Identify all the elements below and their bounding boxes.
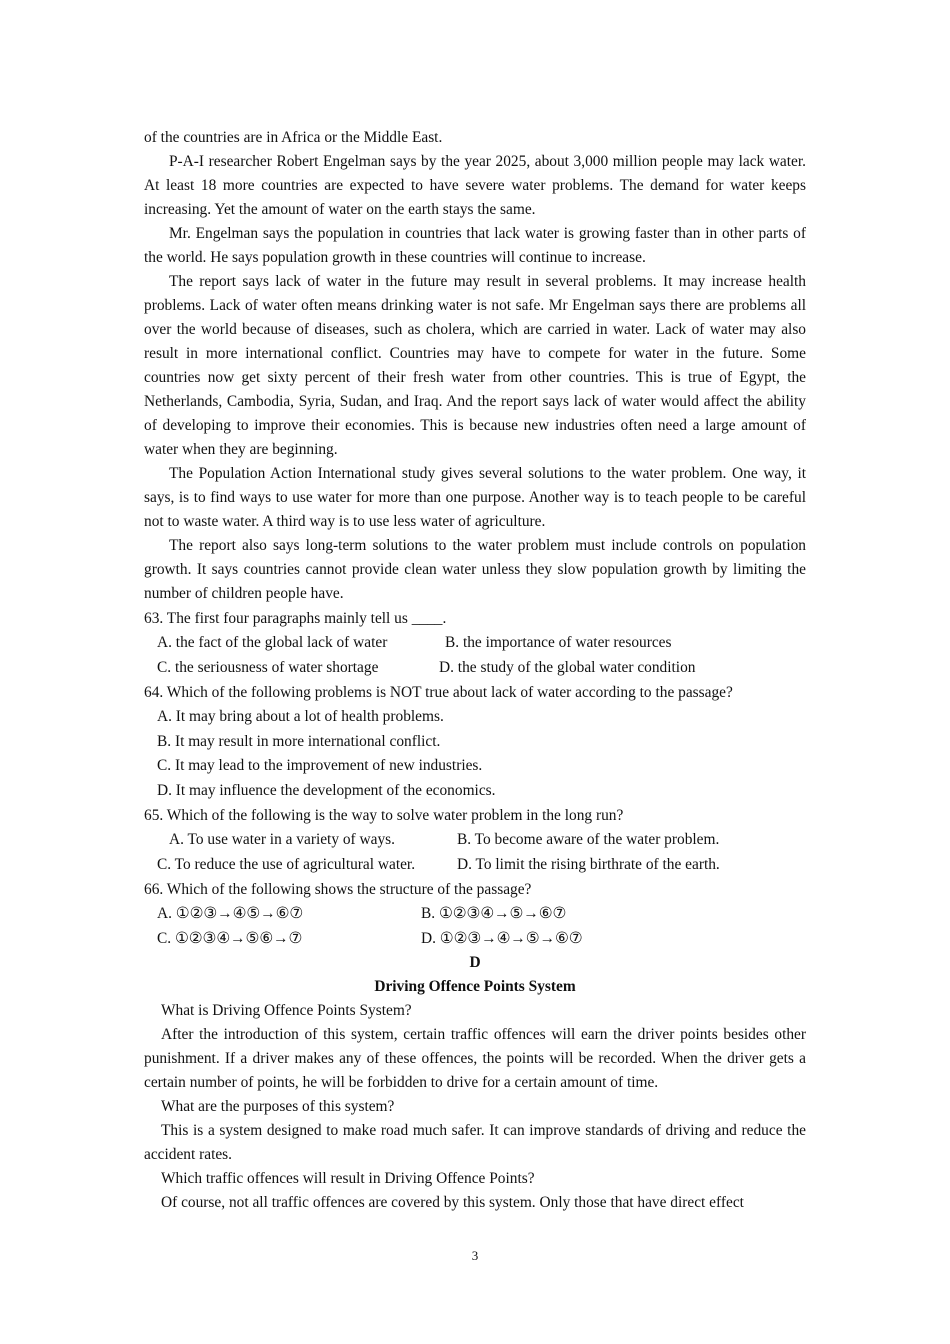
- document-page: [144, 126, 806, 1215]
- option-b: B. To become aware of the water problem.: [457, 831, 720, 848]
- option-c: C. the seriousness of water shortage: [157, 658, 379, 676]
- option-c: C. ①②③④→⑤⑥→⑦: [157, 929, 303, 947]
- passage-d-paragraph: This is a system designed to make road much safer. It can improve standards of driving and reduce the accident rates.: [144, 1122, 806, 1163]
- option-c: C. It may lead to the improvement of new industries.: [157, 757, 483, 774]
- option-b: B. It may result in more international conflict.: [157, 732, 441, 750]
- passage-c-paragraph: Mr. Engelman says the population in countries that lack water is growing faster than in other parts of the world. He says population growth in these countries will continue to increase.: [144, 225, 806, 266]
- option-a: A. To use water in a variety of ways.: [169, 831, 396, 848]
- option-d: D. the study of the global water condition: [439, 658, 696, 676]
- passage-d-paragraph: What are the purposes of this system?: [161, 1098, 395, 1115]
- option-b: B. the importance of water resources: [445, 634, 672, 651]
- passage-c-paragraph: of the countries are in Africa or the Middle East.: [144, 129, 443, 146]
- passage-c-paragraph: The report also says long-term solutions to the water problem must include controls on population growth. It says countries cannot provide clean water unless they slow population growth by limiting the number of children people have.: [144, 537, 806, 602]
- option-a: A. the fact of the global lack of water: [157, 634, 388, 651]
- passage-c-paragraph: The Population Action International study gives several solutions to the water problem. One way, it says, is to find ways to use water for more than one purpose. Another way is to teach people to be careful not to waste water. A third way is to use less water of agriculture.: [144, 465, 806, 530]
- question-64-stem: 64. Which of the following problems is NOT true about lack of water according to the passage?: [144, 684, 733, 701]
- page-number: 3: [471, 1248, 479, 1263]
- question-63-stem: 63. The first four paragraphs mainly tell us ____.: [144, 610, 447, 627]
- question-65-options-row1: [144, 828, 806, 853]
- passage-d-label: D: [469, 954, 481, 971]
- question-63-options-row1: [144, 631, 806, 656]
- question-65-stem: 65. Which of the following is the way to solve water problem in the long run?: [144, 807, 624, 824]
- option-d: D. ①②③→④→⑤→⑥⑦: [421, 929, 583, 947]
- question-63-options-row2: [144, 656, 806, 681]
- question-66-stem: 66. Which of the following shows the structure of the passage?: [144, 881, 532, 898]
- option-d: D. It may influence the development of the economics.: [157, 781, 496, 799]
- passage-d-paragraph: Of course, not all traffic offences are covered by this system. Only those that have direct effect: [161, 1194, 744, 1211]
- passage-d-paragraph: What is Driving Offence Points System?: [161, 1002, 412, 1019]
- question-65-options-row2: [144, 853, 806, 878]
- option-a: A. It may bring about a lot of health problems.: [157, 708, 444, 725]
- option-b: B. ①②③④→⑤→⑥⑦: [421, 905, 567, 922]
- option-d: D. To limit the rising birthrate of the earth.: [457, 855, 720, 873]
- option-c: C. To reduce the use of agricultural water.: [157, 855, 416, 873]
- passage-c-paragraph: The report says lack of water in the future may result in several problems. It may increase health problems. Lack of water often means drinking water is not safe. Mr Engelman says there are problems all over the world because of diseases, such as cholera, which are carried in water. Lack of water may also result in more international conflict. Countries may have to compete for water in the future. Some countries now get sixty percent of their fresh water from other countries. This is true of Egypt, the Netherlands, Cambodia, Syria, Sudan, and Iraq. And the report says lack of water would affect the ability of developing to improve their economies. This is because new industries often need a large amount of water when they are beginning.: [144, 273, 806, 458]
- question-66-options-row1: [144, 902, 806, 927]
- passage-d-paragraph: Which traffic offences will result in Driving Offence Points?: [161, 1170, 535, 1187]
- passage-c-paragraph: P-A-I researcher Robert Engelman says by the year 2025, about 3,000 million people may lack water. At least 18 more countries are expected to have severe water problems. The demand for water keeps increasing. Yet the amount of water on the earth stays the same.: [144, 153, 806, 218]
- passage-d-title: Driving Offence Points System: [374, 978, 576, 995]
- option-a: A. ①②③→④⑤→⑥⑦: [157, 905, 304, 922]
- question-66-options-row2: [144, 927, 806, 952]
- passage-d-paragraph: After the introduction of this system, certain traffic offences will earn the driver points besides other punishment. If a driver makes any of these offences, the points will be recorded. When the driver gets a certain number of points, he will be forbidden to drive for a certain amount of time.: [144, 1026, 806, 1091]
